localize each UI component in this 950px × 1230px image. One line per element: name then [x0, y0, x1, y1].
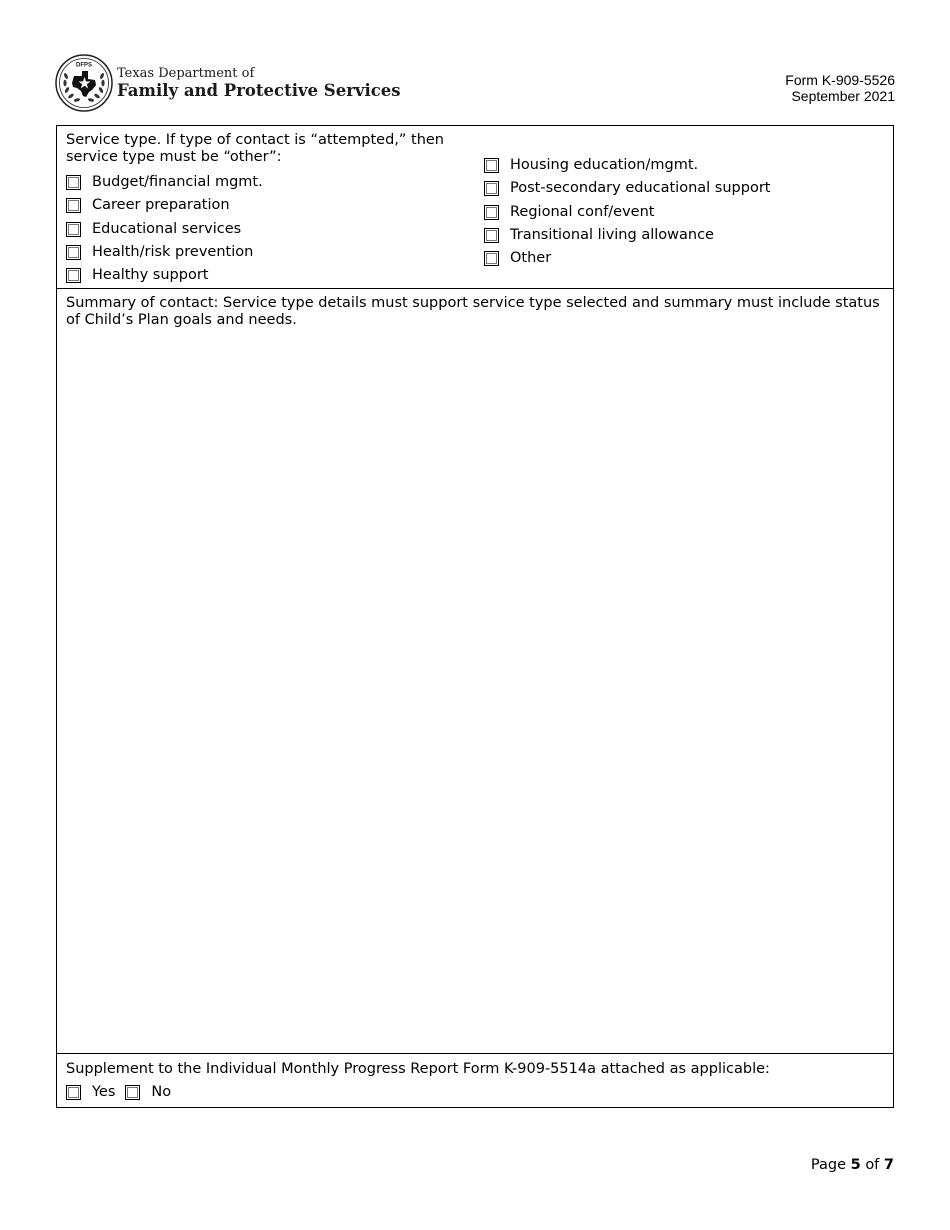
- agency-name-line2: Family and Protective Services: [117, 81, 401, 100]
- service-option-transitional[interactable]: Transitional living allowance: [484, 224, 770, 247]
- checkbox[interactable]: [66, 268, 81, 283]
- checkbox[interactable]: [66, 198, 81, 213]
- checkbox[interactable]: [484, 251, 499, 266]
- agency-name-line1: Texas Department of: [117, 66, 255, 81]
- service-option-career[interactable]: Career preparation: [66, 194, 263, 217]
- checkbox[interactable]: [66, 222, 81, 237]
- supplement-label: Supplement to the Individual Monthly Progress Report Form K-909-5514a attached as applicable:: [66, 1061, 770, 1077]
- page-number: Page 5 of 7: [810, 1157, 894, 1173]
- supplement-no-checkbox[interactable]: [125, 1085, 140, 1100]
- total-pages: 7: [883, 1157, 894, 1173]
- service-option-budget[interactable]: Budget/financial mgmt.: [66, 171, 263, 194]
- form-table: [56, 125, 894, 1108]
- supplement-no-label: No: [151, 1083, 172, 1100]
- current-page: 5: [850, 1157, 861, 1173]
- checkbox[interactable]: [66, 245, 81, 260]
- service-type-left-column: [66, 171, 263, 287]
- dfps-seal-logo: [55, 54, 113, 112]
- summary-input-area[interactable]: [66, 335, 881, 1045]
- checkbox[interactable]: [484, 158, 499, 173]
- form-number: Form K-909-5526: [785, 72, 895, 88]
- service-option-health[interactable]: Health/risk prevention: [66, 241, 263, 264]
- service-type-label: Service type. If type of contact is “attempted,” then service type must be “other”:: [66, 132, 444, 165]
- summary-section: [57, 289, 893, 1054]
- checkbox[interactable]: [484, 205, 499, 220]
- form-id: [785, 72, 895, 104]
- checkbox[interactable]: [484, 228, 499, 243]
- service-option-healthy-support[interactable]: Healthy support: [66, 264, 263, 287]
- supplement-section: [57, 1054, 893, 1107]
- service-option-post-secondary[interactable]: Post-secondary educational support: [484, 177, 770, 200]
- agency-name: [117, 66, 401, 101]
- checkbox[interactable]: [484, 181, 499, 196]
- service-type-right-column: [484, 154, 770, 270]
- svg-text:DFPS: DFPS: [75, 62, 93, 69]
- checkbox[interactable]: [66, 175, 81, 190]
- service-option-educational[interactable]: Educational services: [66, 218, 263, 241]
- service-option-housing[interactable]: Housing education/mgmt.: [484, 154, 770, 177]
- service-option-other[interactable]: Other: [484, 247, 770, 270]
- supplement-yes-label: Yes: [92, 1083, 116, 1100]
- form-date: September 2021: [791, 88, 895, 104]
- service-type-section: [57, 126, 893, 289]
- supplement-yes-checkbox[interactable]: [66, 1085, 81, 1100]
- page-header: [55, 54, 895, 116]
- summary-label: Summary of contact: Service type details must support service type selected and summary must include status of Child’s Plan goals and needs.: [66, 295, 880, 328]
- service-option-regional[interactable]: Regional conf/event: [484, 201, 770, 224]
- supplement-options: [66, 1082, 181, 1102]
